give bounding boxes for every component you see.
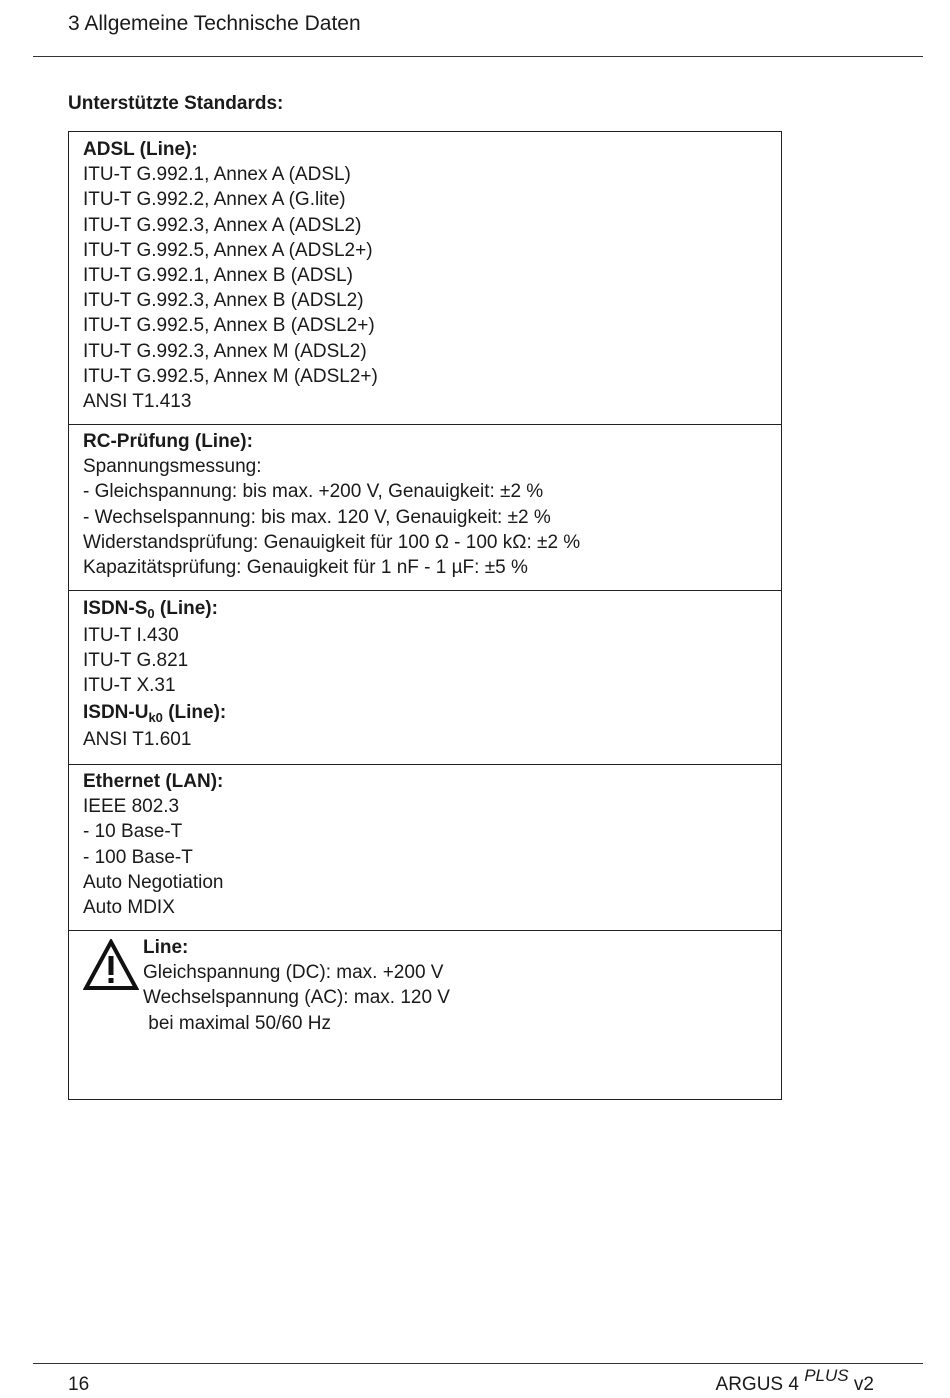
rc-item: Widerstandsprüfung: Genauigkeit für 100 Ω - 100 kΩ: ±2 % [83, 531, 581, 553]
rc-item: Spannungsmessung: [83, 456, 262, 478]
standards-table [68, 131, 782, 1100]
adsl-item: ANSI T1.413 [83, 391, 192, 413]
adsl-item: ITU-T G.992.1, Annex A (ADSL) [83, 164, 351, 186]
ethernet-item: IEEE 802.3 [83, 796, 180, 818]
ethernet-item: Auto Negotiation [83, 871, 224, 893]
page-header-title: 3 Allgemeine Technische Daten [68, 12, 361, 35]
adsl-item: ITU-T G.992.3, Annex A (ADSL2) [83, 214, 362, 236]
isdn-item: ANSI T1.601 [83, 728, 192, 750]
isdn-uk0-heading: ISDN-$U_{k0}$ (Line): [83, 701, 227, 725]
adsl-heading: ADSL (Line): [83, 139, 198, 160]
rc-heading: RC-Prüfung (Line): [83, 431, 253, 452]
rc-item: - Gleichspannung: bis max. +200 V, Genauigkeit: ±2 % [83, 481, 544, 503]
isdn-s0-heading: ISDN-$S_0$ (Line): [83, 598, 218, 621]
rc-section [69, 425, 781, 591]
adsl-item: ITU-T G.992.3, Annex M (ADSL2) [83, 340, 367, 362]
header-divider [33, 56, 923, 57]
warning-heading: Line: [143, 937, 189, 958]
warning-triangle-icon [83, 939, 139, 991]
warning-text [143, 935, 450, 1036]
adsl-item: ITU-T G.992.5, Annex M (ADSL2+) [83, 365, 378, 387]
warning-item: Gleichspannung (DC): max. +200 V [143, 962, 444, 984]
isdn-section [69, 591, 781, 765]
adsl-item: ITU-T G.992.5, Annex B (ADSL2+) [83, 315, 375, 337]
isdn-item: ITU-T I.430 [83, 625, 179, 646]
ethernet-item: - 100 Base-T [83, 846, 193, 868]
isdn-item: ITU-T X.31 [83, 675, 176, 697]
ethernet-heading: Ethernet (LAN): [83, 771, 224, 792]
rc-item: - Wechselspannung: bis max. 120 V, Genauigkeit: ±2 % [83, 506, 551, 528]
ethernet-item: - 10 Base-T [83, 821, 183, 843]
page-number: 16 [68, 1374, 90, 1395]
warning-item: bei maximal 50/60 Hz [143, 1012, 331, 1034]
product-name: ARGUS 4 PLUS v2 [715, 1366, 874, 1395]
ethernet-section [69, 765, 781, 931]
rc-item: Kapazitätsprüfung: Genauigkeit für 1 nF - 1 µF: ±5 % [83, 557, 528, 579]
ethernet-item: Auto MDIX [83, 897, 175, 919]
warning-item: Wechselspannung (AC): max. 120 V [143, 987, 450, 1009]
adsl-item: ITU-T G.992.3, Annex B (ADSL2) [83, 290, 364, 312]
isdn-item: ITU-T G.821 [83, 650, 189, 672]
adsl-item: ITU-T G.992.2, Annex A (G.lite) [83, 189, 346, 211]
warning-section [69, 931, 781, 1099]
adsl-item: ITU-T G.992.1, Annex B (ADSL) [83, 265, 353, 287]
footer-divider [33, 1363, 923, 1364]
section-title: Unterstützte Standards: [68, 93, 284, 114]
adsl-section [69, 132, 781, 425]
adsl-item: ITU-T G.992.5, Annex A (ADSL2+) [83, 239, 373, 261]
